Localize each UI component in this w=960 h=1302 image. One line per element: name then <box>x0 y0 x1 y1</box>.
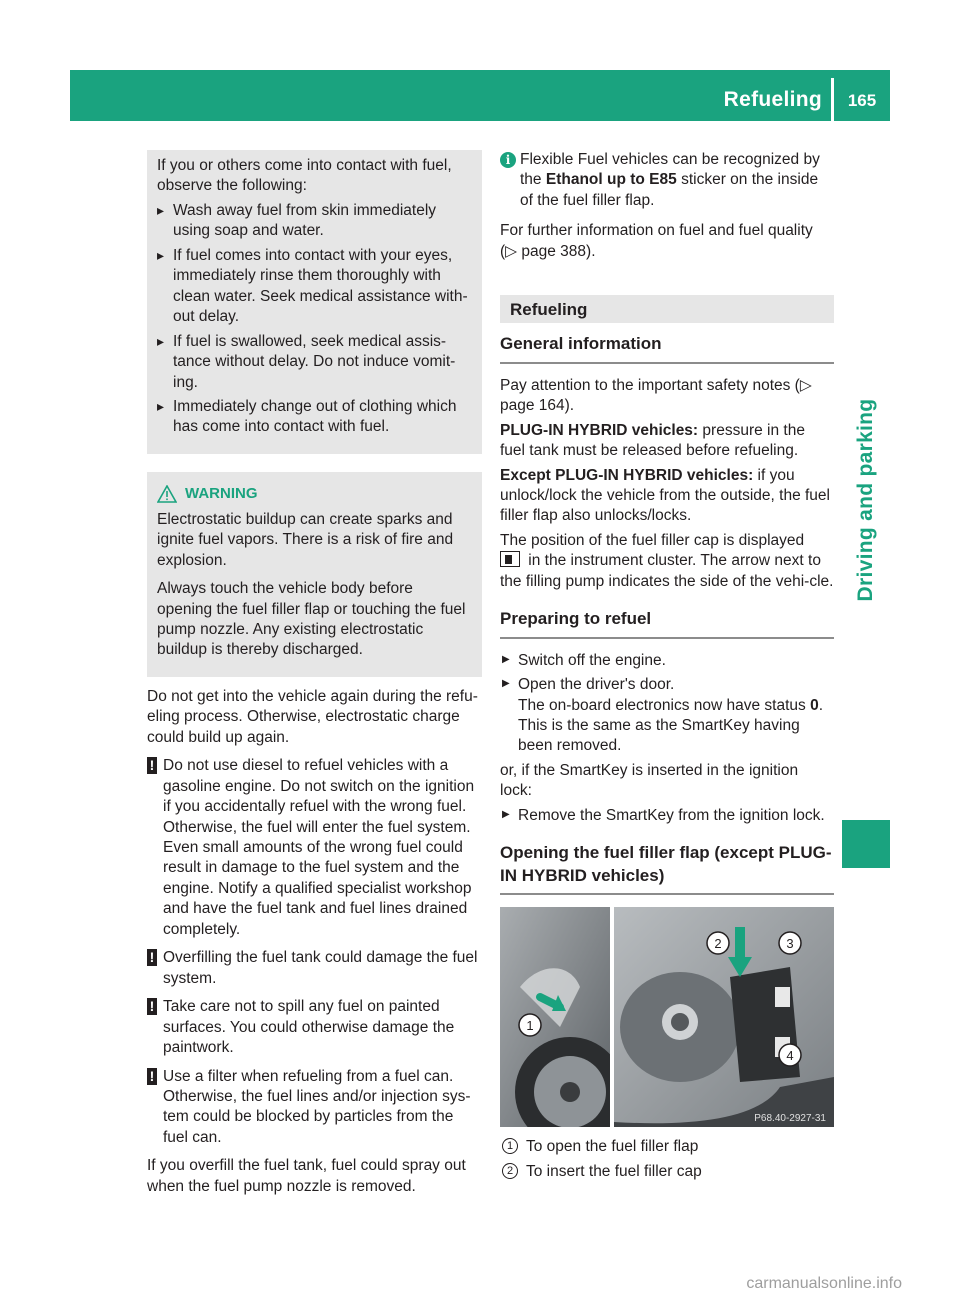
caution-text: Use a filter when refueling from a fuel can. Otherwise, the fuel lines and/or injection sys-tem could be blocked by particles from the fuel can. <box>163 1067 471 1146</box>
step-detail-end: . <box>818 696 824 714</box>
step-item: ▶ Remove the SmartKey from the ignition lock. <box>500 806 834 826</box>
caution-text: Take care not to spill any fuel on painted surfaces. You could otherwise damage the paintwork. <box>163 998 455 1057</box>
info-text-prefix: Flexible Fuel vehicles can be recognized by the <box>520 151 820 189</box>
further-info-link[interactable]: For further information on fuel and fuel quality (▷ page 388). <box>500 222 813 260</box>
legend-item <box>500 1137 834 1157</box>
except-label: Except PLUG-IN HYBRID vehicles: <box>500 466 754 484</box>
right-column <box>500 150 834 1186</box>
or-paragraph: or, if the SmartKey is inserted in the ignition lock: <box>500 761 799 800</box>
fuel-flap-illustration <box>500 907 834 1127</box>
list-item: ▸ If fuel comes into contact with your eyes, immediately rinse them thoroughly with clean water. Seek medical assistance with-out delay. <box>157 246 472 328</box>
callout-2-label: 2 <box>714 936 722 952</box>
side-section-label: Driving and parking <box>854 398 878 602</box>
opening-heading: Opening the fuel filler flap (except PLUG-IN HYBRID vehicles) <box>500 842 834 895</box>
warning-box <box>147 472 482 677</box>
page-header <box>70 70 890 121</box>
caution-note <box>147 997 482 1058</box>
step-text: Open the driver's door. <box>518 676 675 694</box>
fuel-flap-photo <box>500 907 834 1127</box>
safety-box <box>147 150 482 454</box>
header-divider <box>831 78 834 121</box>
caution-note <box>147 756 482 940</box>
plugin-text: pressure in the fuel tank must be released before refueling. <box>500 421 805 460</box>
info-icon: i <box>500 152 516 168</box>
except-text: if you unlock/lock the vehicle from the outside, the fuel filler flap also unlocks/locks. <box>500 466 830 525</box>
preparing-heading: Preparing to refuel <box>500 608 834 638</box>
position-text: The position of the fuel filler cap is displayed <box>500 531 805 549</box>
general-heading: General information <box>500 333 834 363</box>
plugin-paragraph <box>500 421 834 462</box>
info-text-bold: Ethanol up to E85 <box>545 171 677 189</box>
callout-4 <box>779 1044 801 1066</box>
step-item: ▶ Switch off the engine. <box>500 651 834 671</box>
left-column <box>147 150 482 1201</box>
fuel-pump-icon <box>500 551 520 567</box>
callout-3-label: 3 <box>786 936 794 952</box>
safety-intro: If you or others come into contact with fuel, observe the following: <box>157 157 452 195</box>
chapter-title: Refueling <box>723 88 822 111</box>
step-item <box>500 675 834 757</box>
callout-3 <box>779 932 801 954</box>
callout-2 <box>707 932 729 954</box>
legend-item <box>500 1162 834 1182</box>
except-paragraph <box>500 466 834 527</box>
exclamation-icon: ! <box>147 1068 157 1085</box>
callout-4-label: 4 <box>786 1048 794 1064</box>
warning-heading <box>157 484 472 504</box>
safety-reference[interactable]: Pay attention to the important safety notes (▷ page 164). <box>500 376 812 415</box>
legend-number: 1 <box>502 1138 518 1154</box>
section-title: Refueling <box>500 295 834 323</box>
legend-text: To insert the fuel filler cap <box>526 1162 702 1180</box>
warning-label: WARNING <box>185 484 258 502</box>
list-item: ▸ Immediately change out of clothing which has come into contact with fuel. <box>157 397 472 438</box>
body-paragraph: If you overfill the fuel tank, fuel could spray out when the fuel pump nozzle is removed. <box>147 1157 466 1195</box>
side-section-marker <box>842 820 890 868</box>
callout-1-label: 1 <box>526 1018 534 1034</box>
info-text-suffix: sticker on the inside of the fuel filler flap. <box>520 171 819 209</box>
callout-1 <box>519 1014 541 1036</box>
warning-text: Always touch the vehicle body before opening the fuel filler flap or touching the fuel pump nozzle. Any existing electrostatic buildup is thereby discharged. <box>157 580 466 659</box>
caution-text: Overfilling the fuel tank could damage the fuel system. <box>163 949 478 987</box>
step-detail: The on-board electronics now have status <box>518 696 811 714</box>
step-detail-2: This is the same as the SmartKey having been removed. <box>518 717 800 755</box>
caution-note <box>147 948 482 989</box>
info-note <box>500 150 834 211</box>
warning-text: Electrostatic buildup can create sparks and ignite fuel vapors. There is a risk of fire and explosion. <box>157 510 454 569</box>
exclamation-icon: ! <box>147 949 157 966</box>
plugin-label: PLUG-IN HYBRID vehicles: <box>500 421 699 439</box>
list-item: ▸ If fuel is swallowed, seek medical assis-tance without delay. Do not induce vomit-ing. <box>157 332 472 393</box>
exclamation-icon: ! <box>147 757 157 774</box>
page-number: 165 <box>847 91 877 110</box>
caution-note <box>147 1067 482 1149</box>
warning-triangle-icon <box>157 485 177 503</box>
status-value: 0 <box>810 696 819 714</box>
legend-number: 2 <box>502 1163 518 1179</box>
caution-text: Do not use diesel to refuel vehicles with a gasoline engine. Do not switch on the ignition if you accidentally refuel with the wrong fuel. Otherwise, the fuel will enter the fuel system. Even small amounts of the wrong fuel could result in damage to the fuel system and the engine. Notify a qualified specialist workshop and have the fuel tank and fuel lines drained completely. <box>163 757 475 938</box>
legend-text: To open the fuel filler flap <box>526 1138 699 1156</box>
body-paragraph: Do not get into the vehicle again during the refu-eling process. Otherwise, electrostatic charge could build up again. <box>147 687 478 746</box>
safety-list <box>157 201 472 438</box>
position-paragraph <box>500 531 834 592</box>
position-text-2: in the instrument cluster. The arrow next to the filling pump indicates the side of the vehi-cle. <box>500 552 834 590</box>
exclamation-icon: ! <box>147 998 157 1015</box>
photo-code: P68.40-2927-31 <box>754 1113 826 1125</box>
side-section-tab <box>842 270 890 810</box>
watermark: carmanualsonline.info <box>746 1274 902 1292</box>
list-item: ▸ Wash away fuel from skin immediately using soap and water. <box>157 201 472 242</box>
